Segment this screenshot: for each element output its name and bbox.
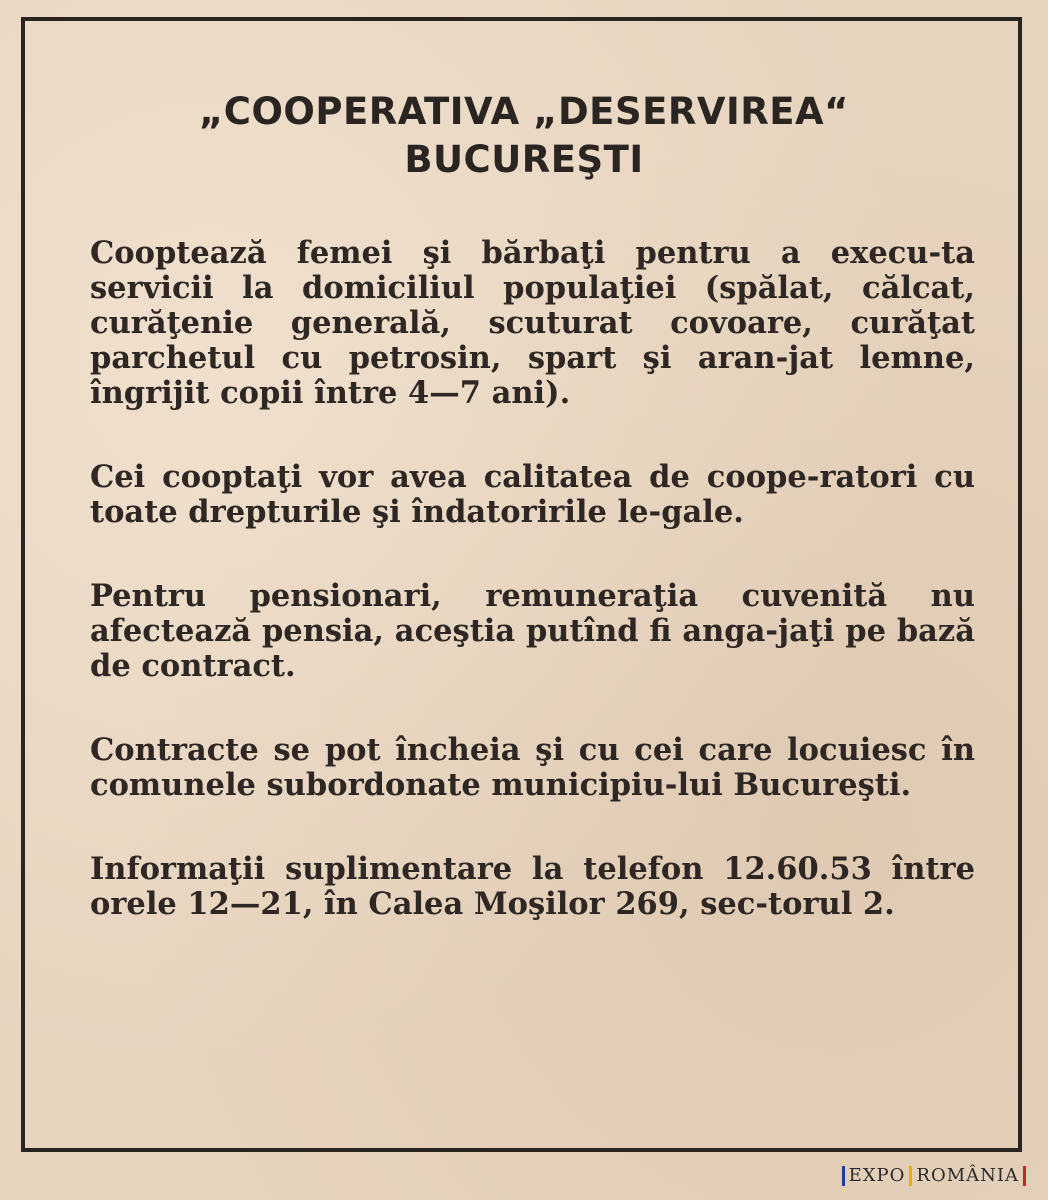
paragraph-contracts: Contracte se pot încheia şi cu cei care locuiesc în comunele subordonate municipiu-lui Bucureşti.: [90, 732, 975, 803]
title-line-2: BUCUREŞTI: [404, 138, 644, 181]
notice-title: [0, 88, 1048, 184]
title-line-1: „COOPERATIVA „DESERVIREA“: [198, 90, 849, 133]
paragraph-services: Cooptează femei şi bărbaţi pentru a execu-ta servicii la domiciliul populaţiei (spălat, călcat, curăţenie generală, scuturat covoare, curăţat parchetul cu petrosin, spart şi aran-jat lemne, îngrijit copii între 4—7 ani).: [90, 235, 975, 411]
watermark-right-text: ROMÂNIA: [916, 1165, 1019, 1186]
watermark-bar-blue: [842, 1166, 845, 1186]
watermark-left-text: EXPO: [848, 1165, 906, 1186]
watermark-bar-red: [1023, 1166, 1026, 1186]
paragraph-pensioners: Pentru pensionari, remuneraţia cuvenită nu afectează pensia, aceştia putînd fi anga-jaţi pe bază de contract.: [90, 578, 975, 684]
paragraph-information: Informaţii suplimentare la telefon 12.60.53 între orele 12—21, în Calea Moşilor 269, sec-torul 2.: [90, 851, 975, 922]
paragraph-rights: Cei cooptaţi vor avea calitatea de coope-ratori cu toate drepturile şi îndatoririle le-gale.: [90, 459, 975, 530]
watermark-bar-yellow: [909, 1166, 912, 1186]
notice-body: [90, 236, 975, 971]
watermark-logo: [838, 1165, 1030, 1186]
